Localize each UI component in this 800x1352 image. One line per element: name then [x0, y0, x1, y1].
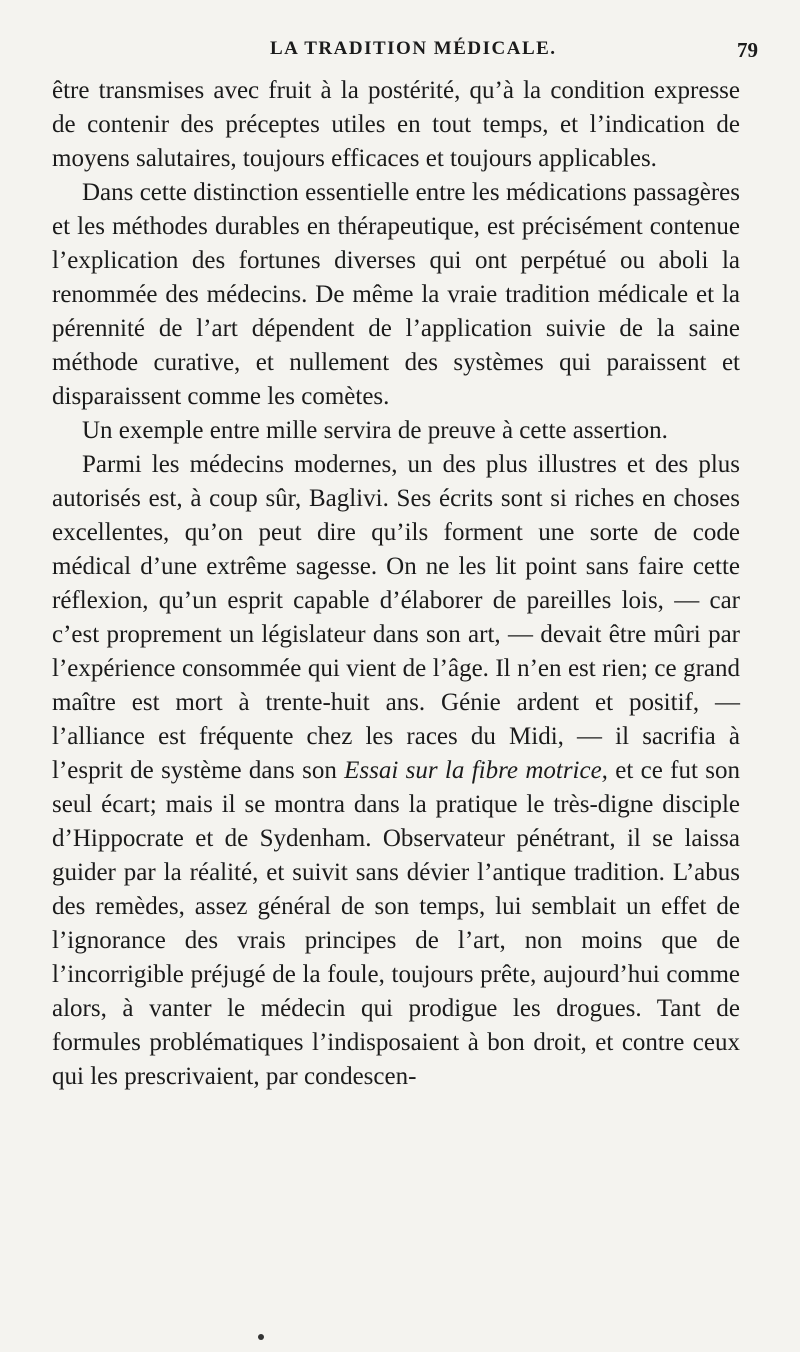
page-number: 79: [737, 38, 758, 62]
paragraph-1: être transmises avec fruit à la postérité, qu’à la condition expresse de contenir des préceptes utiles en tout temps, et l’indication de moyens salutaires, toujours efficaces et toujours applicables.: [52, 77, 740, 172]
paragraph-4-text-after: et ce fut son seul écart; mais il se montra dans la pratique le très-digne disciple d’Hippocrate et de Sydenham. Observateur pénétrant, il se laissa guider par la réalité, et suivit sans dévier l’antique tradition. L’abus des remèdes, assez général de son temps, lui semblait un effet de l’ignorance des vrais principes de l’art, non moins que de l’incorrigible préjugé de la foule, toujours prête, aujourd’hui comme alors, à vanter le médecin qui prodigue les drogues. Tant de formules problématiques l’indisposaient à bon droit, et contre ceux qui les prescrivaient, par condescen-: [52, 757, 740, 1090]
paragraph-2: Dans cette distinction essentielle entre les médications passagères et les méthodes durables en thérapeutique, est précisément contenue l’explication des fortunes diverses qui ont perpétué ou aboli la renommée des médecins. De même la vraie tradition médicale et la pérennité de l’art dépendent de l’application suivie de la saine méthode curative, et nullement des systèmes qui paraissent et disparaissent comme les comètes.: [52, 179, 740, 410]
running-head: [52, 30, 758, 74]
running-title: LA TRADITION MÉDICALE.: [270, 38, 557, 59]
paragraph-3: Un exemple entre mille servira de preuve à cette assertion.: [82, 417, 668, 444]
paragraph-4: [52, 448, 740, 1094]
book-title-italic: Essai sur la fibre motrice,: [344, 757, 608, 784]
footer-mark: [258, 1334, 264, 1340]
body-text: [52, 74, 740, 1094]
paragraph-4-text-before: Parmi les médecins modernes, un des plus illustres et des plus autorisés est, à coup sûr, Baglivi. Ses écrits sont si riches en choses excellentes, qu’on peut dire qu’ils forment une sorte de code médical d’une extrême sagesse. On ne les lit point sans faire cette réflexion, qu’un esprit capable d’élaborer de pareilles lois, — car c’est proprement un législateur dans son art, — devait être mûri par l’expérience consommée qui vient de l’âge. Il n’en est rien; ce grand maître est mort à trente-huit ans. Génie ardent et positif, — l’alliance est fréquente chez les races du Midi, — il sacrifia à l’esprit de système dans son: [52, 451, 740, 784]
